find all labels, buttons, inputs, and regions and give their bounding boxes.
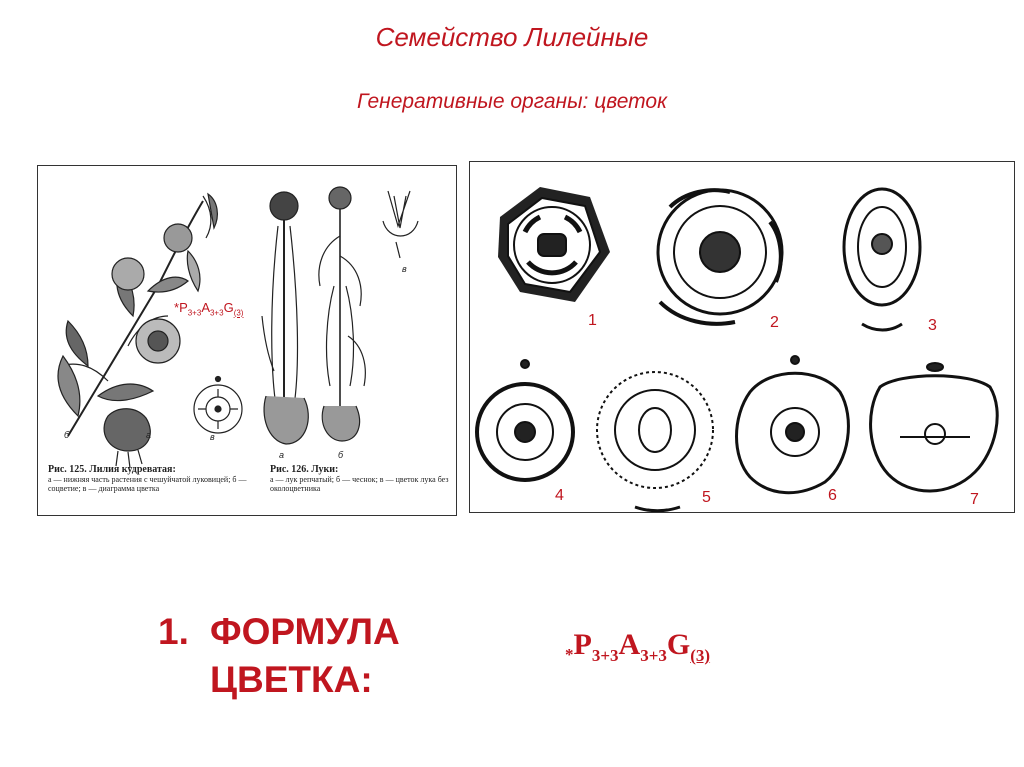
lily-onion-illustration bbox=[37, 165, 457, 516]
letter-a-lily: а bbox=[146, 430, 152, 440]
letter-b-garlic: б bbox=[338, 450, 344, 460]
formula-list-item bbox=[158, 608, 400, 704]
list-text-line2: ЦВЕТКА: bbox=[210, 659, 373, 700]
letter-v-flower: в bbox=[402, 264, 407, 274]
caption-fig-125: Рис. 125. Лилия кудреватая: а — нижняя часть растения с чешуйчатой луковицей; б — соцветие; в — диаграмма цветка bbox=[48, 464, 247, 493]
caption-fig-126: Рис. 126. Луки: а — лук репчатый; б — чеснок; в — цветок лука без околоцветника bbox=[270, 464, 449, 493]
letter-v-lily: в bbox=[210, 432, 215, 442]
small-flower-formula: $*P_{3+3}A_{3+3}G_{(3)}$ bbox=[174, 300, 244, 318]
list-number: 1. bbox=[158, 611, 189, 652]
diagram-number-1: 1 bbox=[588, 312, 597, 329]
plant-drawings bbox=[38, 166, 456, 515]
floral-diagram-drawings bbox=[470, 162, 1014, 512]
flower-formula: $_*P_{3+3}A_{3+3}G_{(3)}$ bbox=[565, 628, 711, 665]
list-text-line1: ФОРМУЛА bbox=[210, 611, 400, 652]
diagram-number-7: 7 bbox=[970, 491, 979, 508]
diagram-number-6: 6 bbox=[828, 487, 837, 504]
diagram-number-2: 2 bbox=[770, 314, 779, 331]
letter-b-lily: б bbox=[64, 430, 70, 440]
diagram-number-3: 3 bbox=[928, 317, 937, 334]
slide-subtitle: Генеративные органы: цветок bbox=[356, 90, 668, 113]
slide-title: Семейство Лилейные bbox=[375, 22, 649, 52]
floral-diagrams bbox=[469, 161, 1015, 513]
diagram-number-4: 4 bbox=[555, 487, 564, 504]
letter-a-onion: а bbox=[279, 450, 285, 460]
diagram-number-5: 5 bbox=[702, 489, 711, 506]
